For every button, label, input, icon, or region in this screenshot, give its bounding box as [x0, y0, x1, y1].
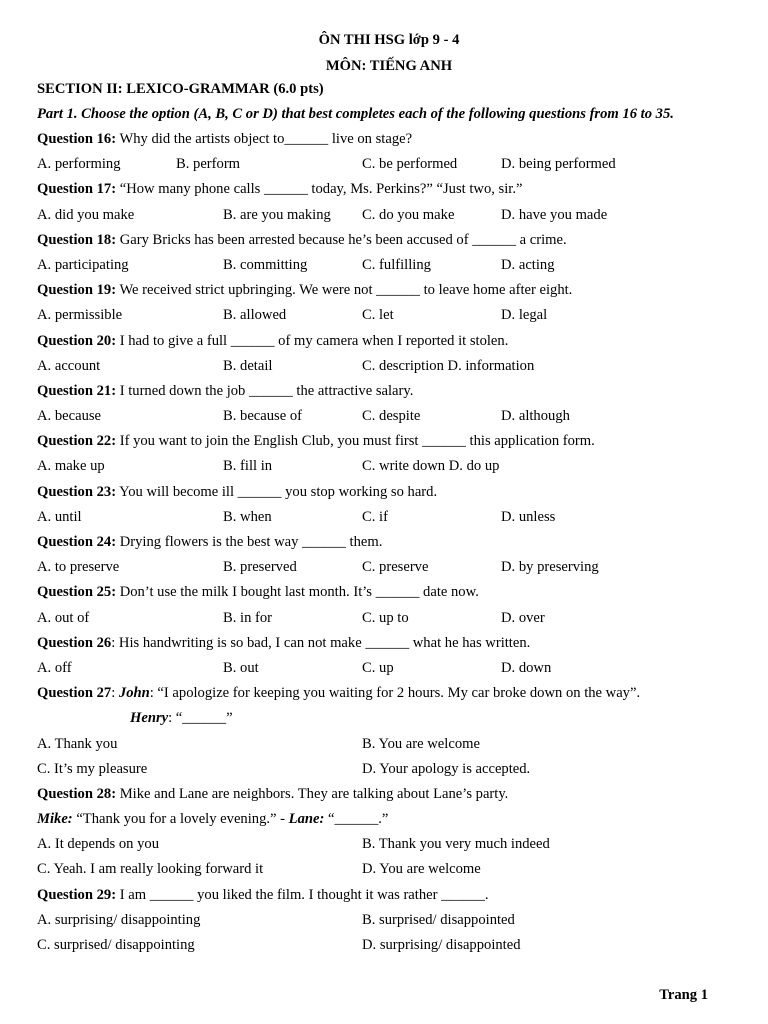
options-20: [37, 354, 737, 379]
option-a: A. did you make: [37, 206, 135, 223]
options-26: [37, 656, 737, 681]
option-b: B. are you making: [223, 206, 331, 223]
option-d: D. although: [501, 408, 570, 425]
part-instruction: Part 1. Choose the option (A, B, C or D) that best completes each of the following questions from 16 to 35.: [37, 106, 674, 122]
speaker-mike: Mike:: [37, 811, 73, 828]
option-b: B. allowed: [223, 307, 287, 324]
question-label: Question 16:: [37, 131, 117, 147]
options-27-row2: [37, 757, 737, 782]
options-16: [37, 152, 737, 177]
option-a: A. account: [37, 357, 101, 374]
question-label: Question 17:: [37, 181, 117, 198]
option-d: D. legal: [501, 307, 548, 324]
question-label: Question 18:: [37, 231, 117, 248]
option-d: D. have you made: [501, 206, 608, 223]
question-label: Question 28:: [37, 785, 117, 802]
option-c: C. if: [362, 508, 388, 525]
question-label: Question 27: [37, 685, 112, 702]
option-b: B. fill in: [223, 458, 273, 475]
question-16: [37, 127, 737, 152]
question-text: Mike and Lane are neighbors. They are talking about Lane’s party.: [116, 785, 509, 802]
question-text: If you want to join the English Club, you must first ______ this application form.: [116, 433, 595, 450]
option-c: C. Yeah. I am really looking forward it: [37, 861, 264, 878]
option-c: C. up: [362, 659, 394, 676]
option-b: B. preserved: [223, 559, 297, 576]
question-label: Question 21:: [37, 382, 117, 399]
option-a: A. Thank you: [37, 735, 118, 752]
speaker-henry: Henry: [130, 710, 169, 727]
option-d: D. over: [501, 609, 545, 626]
options-21: [37, 404, 737, 429]
options-27-row1: [37, 732, 737, 757]
section-heading: SECTION II: LEXICO-GRAMMAR (6.0 pts): [37, 81, 324, 97]
options-25: [37, 606, 737, 631]
options-29-row2: [37, 933, 737, 958]
question-text: Gary Bricks has been arrested because he’s been accused of ______ a crime.: [116, 231, 567, 248]
options-17: [37, 203, 737, 228]
question-26: [37, 631, 737, 656]
option-d: D. surprising/ disappointed: [362, 937, 521, 953]
option-c: C. let: [362, 307, 394, 324]
question-text: You will become ill ______ you stop working so hard.: [116, 483, 438, 500]
option-b: B. Thank you very much indeed: [362, 836, 550, 853]
question-label: Question 29:: [37, 886, 117, 903]
option-c: C. preserve: [362, 559, 429, 576]
option-d: D. You are welcome: [362, 861, 481, 878]
options-28-row1: [37, 832, 737, 857]
option-d: D. being performed: [501, 156, 616, 173]
question-20: [37, 329, 737, 354]
question-label: Question 19:: [37, 282, 117, 299]
question-17: [37, 177, 737, 202]
question-label: Question 22:: [37, 433, 117, 450]
option-a: A. make up: [37, 458, 105, 475]
option-b: B. in for: [223, 609, 273, 626]
question-label: Question 25:: [37, 584, 117, 601]
doc-subject: MÔN: TIẾNG ANH: [325, 58, 453, 74]
option-c: C. despite: [362, 408, 421, 425]
options-18: [37, 253, 737, 278]
document-page: [37, 29, 737, 958]
option-b: B. because of: [223, 408, 303, 425]
question-label: Question 24:: [37, 534, 117, 550]
option-a: A. until: [37, 508, 82, 525]
option-a: A. participating: [37, 256, 129, 273]
dialogue-text: “Thank you for a lovely evening.” -: [72, 811, 289, 828]
option-b: B. surprised/ disappointed: [362, 911, 515, 928]
question-28-dialogue: [37, 807, 737, 832]
question-27-reply: [37, 706, 737, 731]
option-c-d: C. description D. information: [362, 357, 535, 374]
question-text: “How many phone calls ______ today, Ms. Perkins?” “Just two, sir.”: [116, 181, 523, 198]
question-label: Question 20:: [37, 332, 117, 349]
page-number: Trang 1: [659, 987, 708, 1003]
option-d: D. acting: [501, 256, 555, 273]
option-a: A. It depends on you: [37, 836, 160, 853]
question-24: [37, 530, 737, 555]
options-23: [37, 505, 737, 530]
question-text: Don’t use the milk I bought last month. It’s ______ date now.: [116, 584, 479, 601]
option-c: C. It’s my pleasure: [37, 760, 148, 777]
option-d: D. Your apology is accepted.: [362, 760, 531, 777]
question-19: [37, 278, 737, 303]
option-a: A. performing: [37, 156, 121, 173]
question-text: We received strict upbringing. We were not ______ to leave home after eight.: [116, 282, 573, 299]
question-text: Drying flowers is the best way ______ them.: [116, 534, 383, 550]
doc-title: ÔN THI HSG lớp 9 - 4: [318, 32, 460, 48]
option-a: A. permissible: [37, 307, 123, 324]
option-d: D. unless: [501, 508, 556, 525]
question-18: [37, 228, 737, 253]
question-23: [37, 480, 737, 505]
option-c-d: C. write down D. do up: [362, 458, 500, 475]
question-25: [37, 580, 737, 605]
options-19: [37, 303, 737, 328]
options-28-row2: [37, 857, 737, 882]
question-label: Question 23:: [37, 483, 117, 500]
options-22: [37, 454, 737, 479]
question-text: I am ______ you liked the film. I thought it was rather ______.: [116, 886, 489, 903]
separator: :: [111, 685, 119, 702]
option-c: C. up to: [362, 609, 409, 626]
option-a: A. to preserve: [37, 559, 120, 576]
option-b: B. detail: [223, 357, 273, 374]
question-28: [37, 782, 737, 807]
option-b: B. You are welcome: [362, 735, 480, 752]
question-text: : “I apologize for keeping you waiting for 2 hours. My car broke down on the way”.: [149, 685, 641, 702]
option-a: A. surprising/ disappointing: [37, 911, 201, 928]
option-c: C. surprised/ disappointing: [37, 937, 195, 953]
question-29: [37, 883, 737, 908]
option-b: B. committing: [223, 256, 308, 273]
option-d: D. by preserving: [501, 559, 599, 576]
reply-text: “______.”: [324, 811, 389, 828]
question-label: Question 26: [37, 634, 112, 651]
option-b: B. out: [223, 659, 259, 676]
question-27: [37, 681, 737, 706]
options-24: [37, 555, 737, 580]
speaker-lane: Lane:: [288, 811, 325, 828]
option-d: D. down: [501, 659, 552, 676]
option-b: B. perform: [176, 156, 241, 173]
question-text: I turned down the job ______ the attractive salary.: [116, 382, 414, 399]
option-c: C. be performed: [362, 156, 458, 173]
question-text: I had to give a full ______ of my camera when I reported it stolen.: [116, 332, 509, 349]
question-text: : His handwriting is so bad, I can not make ______ what he has written.: [111, 634, 531, 651]
option-a: A. off: [37, 659, 72, 676]
option-b: B. when: [223, 508, 272, 525]
question-text: Why did the artists object to______ live on stage?: [116, 131, 413, 147]
question-21: [37, 379, 737, 404]
question-22: [37, 429, 737, 454]
option-c: C. do you make: [362, 206, 455, 223]
options-29-row1: [37, 908, 737, 933]
option-a: A. because: [37, 408, 102, 425]
option-c: C. fulfilling: [362, 256, 431, 273]
option-a: A. out of: [37, 609, 90, 626]
reply-text: : “______”: [168, 710, 233, 727]
speaker-john: John: [118, 685, 150, 702]
